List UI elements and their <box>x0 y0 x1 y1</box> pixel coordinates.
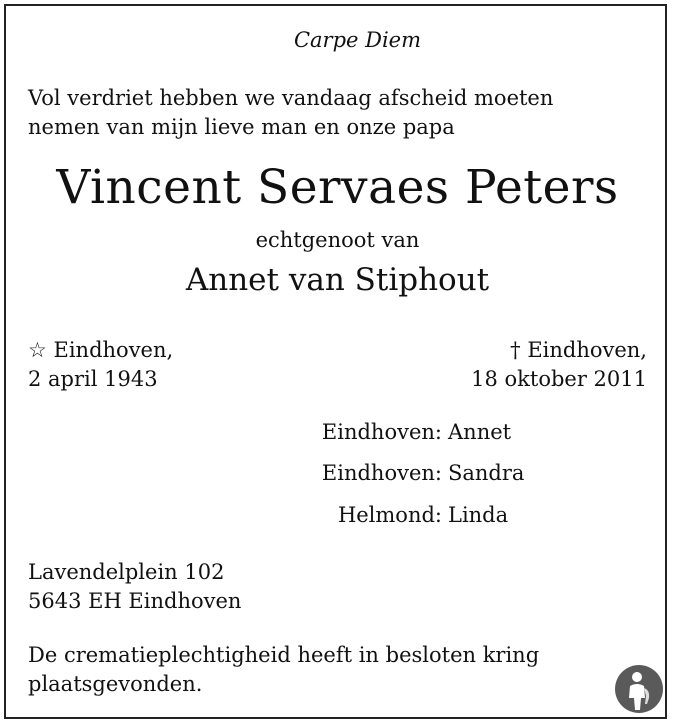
birth-info <box>28 336 173 394</box>
intro-line-2: nemen van mijn lieve man en onze papa <box>28 115 455 139</box>
closing-line-1: De crematieplechtigheid heeft in besloten kring <box>28 643 540 667</box>
death-cross-icon: † <box>510 338 521 362</box>
spouse-name: Annet van Stiphout <box>185 262 490 298</box>
family-row <box>0 461 675 491</box>
memorial-seal-icon <box>614 664 664 714</box>
family-row <box>0 420 675 450</box>
family-city: Helmond: <box>337 503 442 527</box>
family-name: Annet <box>448 420 512 444</box>
closing-text <box>28 641 645 699</box>
death-date: 18 oktober 2011 <box>471 367 647 391</box>
motto: Carpe Diem <box>293 28 422 52</box>
closing-line-2: plaatsgevonden. <box>28 672 203 696</box>
birth-star-icon: ☆ <box>28 338 47 362</box>
address-block <box>28 558 645 616</box>
birth-date: 2 april 1943 <box>28 367 158 391</box>
birth-place: Eindhoven, <box>53 338 174 362</box>
family-row <box>0 503 675 533</box>
spouse-label: echtgenoot van <box>255 228 420 252</box>
family-name: Sandra <box>448 461 525 485</box>
family-name: Linda <box>448 503 509 527</box>
family-city: Eindhoven: <box>321 420 442 444</box>
death-place: Eindhoven, <box>527 338 647 362</box>
intro-line-1: Vol verdriet hebben we vandaag afscheid moeten <box>28 86 554 110</box>
address-street: Lavendelplein 102 <box>28 560 225 584</box>
death-info <box>471 336 647 394</box>
address-postal-city: 5643 EH Eindhoven <box>28 589 242 613</box>
deceased-name: Vincent Servaes Peters <box>56 160 619 215</box>
intro-text <box>28 84 645 142</box>
family-city: Eindhoven: <box>321 461 442 485</box>
